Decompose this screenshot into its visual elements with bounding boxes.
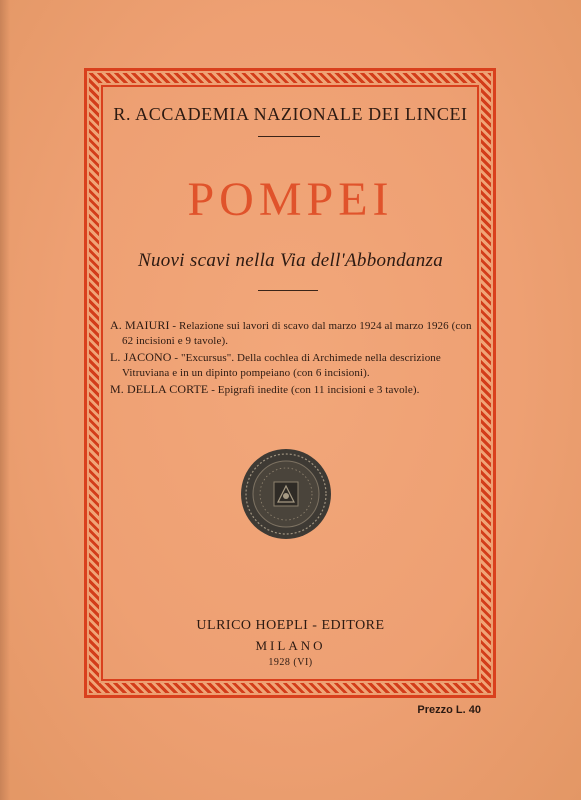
entry-text: - Epigrafi inedite (con 11 incisioni e 3 tavole). <box>208 384 420 396</box>
entry-author: L. JACONO <box>110 350 172 364</box>
publisher-name: ULRICO HOEPLI - EDITORE <box>196 618 385 633</box>
entry-author: A. MAIURI <box>110 318 170 332</box>
page-subtitle: Nuovi scavi nella Via dell'Abbondanza <box>137 250 444 271</box>
publisher-city: MILANO <box>255 638 326 653</box>
contents-entry <box>110 382 480 398</box>
divider-middle <box>258 290 318 291</box>
price-label: Prezzo L. 40 <box>417 704 481 716</box>
contents-list <box>110 318 480 399</box>
academy-name: R. ACCADEMIA NAZIONALE DEI LINCEI <box>113 104 468 124</box>
entry-author: M. DELLA CORTE <box>110 382 209 396</box>
publication-year: 1928 (VI) <box>268 657 313 668</box>
entry-text: - "Excursus". Della cochlea di Archimede nella descrizione Vitruviana e in un dipinto pompeiano (con 6 incisioni). <box>122 352 441 379</box>
entry-text: - Relazione sui lavori di scavo dal marzo 1924 al marzo 1926 (con 62 incisioni e 9 tavole). <box>122 320 472 347</box>
contents-entry <box>110 318 480 349</box>
contents-entry <box>110 350 480 381</box>
publisher-seal-icon <box>240 448 332 540</box>
divider-top <box>258 136 320 137</box>
page-title: POMPEI <box>187 173 394 226</box>
